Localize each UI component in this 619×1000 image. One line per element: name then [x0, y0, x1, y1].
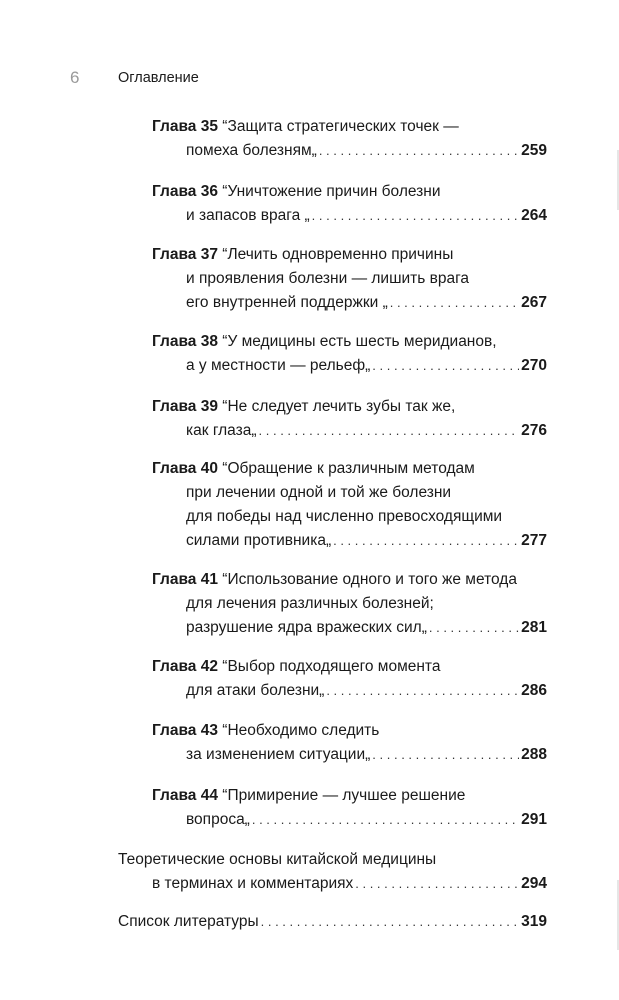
- chapter-title-line: “Необходимо следить: [222, 722, 380, 739]
- page-reference: 294: [521, 875, 547, 892]
- dot-leader: [390, 291, 519, 315]
- page-reference: 281: [521, 619, 547, 636]
- chapter-title-line: а у местности — рельеф„: [186, 357, 371, 374]
- chapter-title-line: для атаки болезни„: [186, 682, 325, 699]
- chapter-title-line: разрушение ядра вражеских сил„: [186, 619, 427, 636]
- toc-entry-chapter-38[interactable]: [152, 330, 547, 378]
- page-reference: 276: [521, 422, 547, 439]
- chapter-label: Глава 40: [152, 460, 218, 477]
- chapter-title-line: при лечении одной и той же болезни: [186, 484, 452, 501]
- dot-leader: [312, 204, 519, 228]
- dot-leader: [259, 419, 520, 443]
- dot-leader: [252, 808, 519, 832]
- running-title: Оглавление: [118, 70, 199, 86]
- dot-leader: [333, 529, 519, 553]
- chapter-title-line: вопроса„: [186, 811, 250, 828]
- chapter-title-line: силами противника„: [186, 532, 332, 549]
- chapter-label: Глава 42: [152, 658, 218, 675]
- chapter-label: Глава 38: [152, 333, 218, 350]
- dot-leader: [372, 354, 519, 378]
- entry-title-line: в терминах и комментариях: [152, 875, 354, 892]
- page-reference: 288: [521, 746, 547, 763]
- page-reference: 259: [521, 142, 547, 159]
- chapter-label: Глава 39: [152, 398, 218, 415]
- page-number: 6: [70, 68, 80, 87]
- toc-entry-chapter-44[interactable]: [152, 784, 547, 832]
- chapter-title-line: “Защита стратегических точек —: [222, 118, 459, 135]
- chapter-label: Глава 36: [152, 183, 218, 200]
- dot-leader: [326, 679, 519, 703]
- toc-entry-bibliography[interactable]: [118, 910, 547, 934]
- page-reference: 277: [521, 532, 547, 549]
- chapter-title-line: для лечения различных болезней;: [186, 595, 434, 612]
- chapter-title-line: “Не следует лечить зубы так же,: [222, 398, 456, 415]
- toc-entry-chapter-39[interactable]: [152, 395, 547, 443]
- chapter-title-line: “Обращение к различным методам: [222, 460, 475, 477]
- entry-title-line: Теоретические основы китайской медицины: [118, 851, 437, 868]
- chapter-title-line: и проявления болезни — лишить врага: [186, 270, 470, 287]
- toc-entry-chapter-37[interactable]: [152, 243, 547, 315]
- chapter-title-line: за изменением ситуации„: [186, 746, 371, 763]
- entry-title-line: Список литературы: [118, 913, 259, 930]
- toc-entry-chapter-41[interactable]: [152, 568, 547, 640]
- chapter-title-line: “Уничтожение причин болезни: [222, 183, 441, 200]
- page-reference: 267: [521, 294, 547, 311]
- chapter-label: Глава 44: [152, 787, 218, 804]
- page-reference: 286: [521, 682, 547, 699]
- page-reference: 264: [521, 207, 547, 224]
- chapter-title-line: как глаза„: [186, 422, 257, 439]
- chapter-title-line: “Лечить одновременно причины: [222, 246, 454, 263]
- chapter-label: Глава 35: [152, 118, 218, 135]
- toc-entry-chapter-36[interactable]: [152, 180, 547, 228]
- page-reference: 291: [521, 811, 547, 828]
- chapter-title-line: “Использование одного и того же метода: [222, 571, 517, 588]
- page-reference: 270: [521, 357, 547, 374]
- chapter-title-line: его внутренней поддержки „: [186, 294, 388, 311]
- toc-entry-chapter-40[interactable]: [152, 457, 547, 553]
- chapter-label: Глава 41: [152, 571, 218, 588]
- toc-entry-chapter-43[interactable]: [152, 719, 547, 767]
- chapter-title-line: для победы над численно превосходящими: [186, 508, 503, 525]
- chapter-title-line: “У медицины есть шесть меридианов,: [222, 333, 497, 350]
- chapter-label: Глава 43: [152, 722, 218, 739]
- chapter-title-line: помеха болезням„: [186, 142, 317, 159]
- dot-leader: [319, 139, 519, 163]
- toc-entry-theory[interactable]: [118, 848, 547, 896]
- toc-entry-chapter-42[interactable]: [152, 655, 547, 703]
- dot-leader: [355, 872, 519, 896]
- dot-leader: [372, 743, 519, 767]
- page-reference: 319: [521, 913, 547, 930]
- chapter-title-line: “Выбор подходящего момента: [222, 658, 441, 675]
- dot-leader: [261, 910, 519, 934]
- chapter-title-line: и запасов врага „: [186, 207, 310, 224]
- chapter-label: Глава 37: [152, 246, 218, 263]
- chapter-title-line: “Примирение — лучшее решение: [222, 787, 466, 804]
- dot-leader: [429, 616, 519, 640]
- toc-entry-chapter-35[interactable]: [152, 115, 547, 163]
